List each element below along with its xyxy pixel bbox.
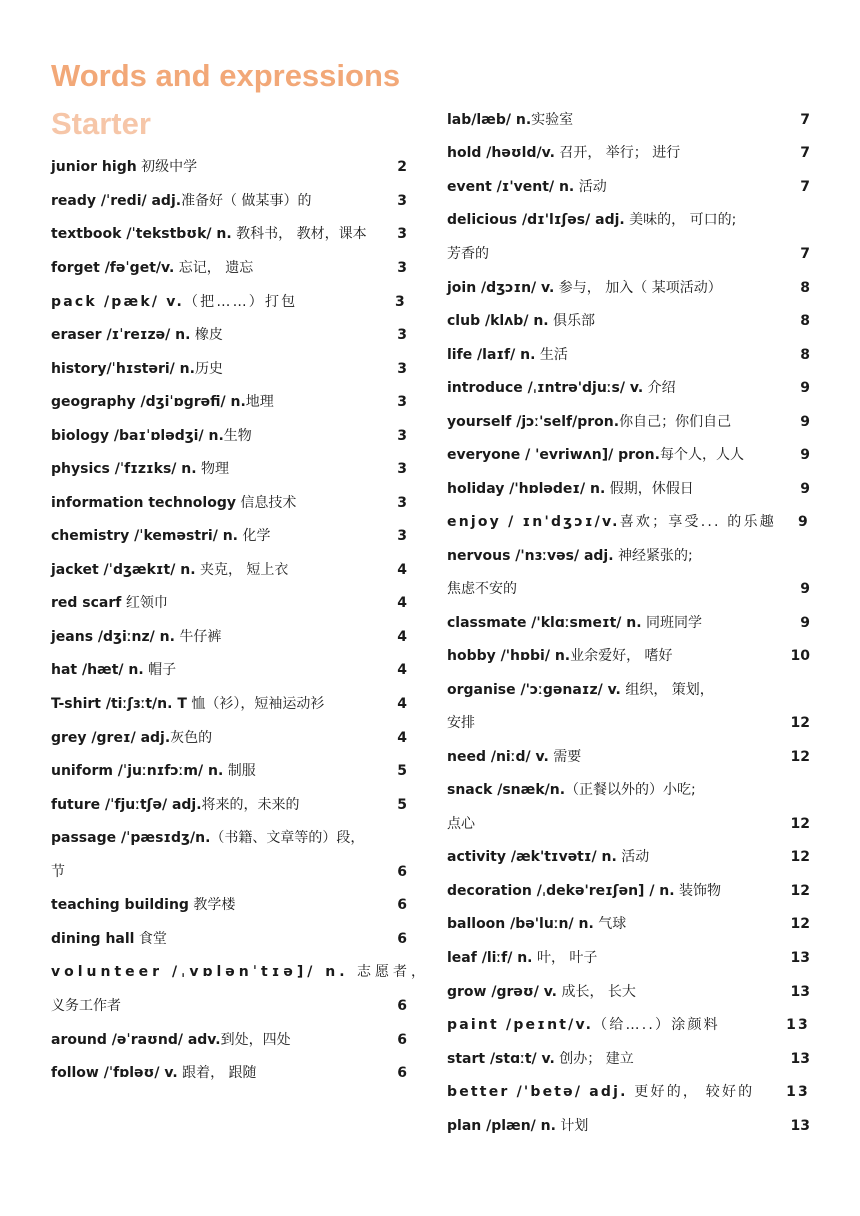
entry-text <box>447 242 489 266</box>
entry-text <box>447 812 475 836</box>
vocab-entry <box>447 946 810 970</box>
entry-meaning: 需要 <box>548 749 582 765</box>
entry-meaning: 气球 <box>593 916 627 932</box>
entry-word: junior high <box>51 159 137 175</box>
entry-word: hold /həʊld/v. <box>447 145 555 161</box>
entry-word: uniform /ˈjuːnɪfɔːm/ n. <box>51 763 224 779</box>
entry-word: ready /ˈredi/ adj. <box>51 193 182 209</box>
entry-word: paint /peɪnt/v. <box>447 1017 594 1033</box>
vocab-entry <box>51 793 407 817</box>
entry-meaning: 志愿者， <box>348 964 429 980</box>
vocab-entry <box>51 424 407 448</box>
vocab-entry <box>51 826 407 850</box>
vocab-entry <box>447 309 810 333</box>
entry-meaning: 你自己；你们自己 <box>619 414 732 430</box>
entry-page-number: 12 <box>790 816 810 832</box>
entry-meaning: 节 <box>51 864 65 880</box>
entry-word: information technology <box>51 495 236 511</box>
entry-text <box>51 155 197 179</box>
entry-word: grey /greɪ/ adj. <box>51 730 171 746</box>
vocab-entry <box>447 577 810 601</box>
vocab-entry <box>51 390 407 414</box>
vocab-entry <box>447 711 810 735</box>
entry-word: chemistry /ˈkeməstri/ n. <box>51 528 238 544</box>
entry-text <box>447 510 776 534</box>
vocab-entry <box>447 879 810 903</box>
vocab-entry <box>51 222 407 246</box>
entry-meaning: 喜欢；享受... 的乐趣 <box>619 514 776 530</box>
entry-word: yourself /jɔː'self/pron. <box>447 414 620 430</box>
entry-text <box>447 343 568 367</box>
entry-text <box>447 208 736 232</box>
entry-word: nervous /'nɜːvəs/ adj. <box>447 548 614 564</box>
entry-page-number: 7 <box>800 145 810 161</box>
vocab-entry <box>51 1061 407 1085</box>
entry-text <box>51 960 429 984</box>
entry-page-number: 5 <box>397 763 407 779</box>
entry-text <box>51 1061 257 1085</box>
entry-text <box>447 309 595 333</box>
entry-meaning: 红领巾 <box>121 595 168 611</box>
entry-page-number: 2 <box>397 159 407 175</box>
entry-page-number: 3 <box>397 495 407 511</box>
entry-text <box>51 357 223 381</box>
vocab-entry <box>51 524 407 548</box>
entry-text <box>447 175 607 199</box>
vocab-entry <box>51 591 407 615</box>
entry-meaning: 物理 <box>196 461 230 477</box>
entry-page-number: 8 <box>800 347 810 363</box>
entry-text <box>447 443 744 467</box>
vocab-entry <box>447 477 810 501</box>
entry-page-number: 6 <box>397 931 407 947</box>
vocab-entry <box>447 1114 810 1138</box>
vocab-entry <box>447 845 810 869</box>
entry-meaning: 召开， 举行； 进行 <box>554 145 681 161</box>
vocab-entry <box>51 927 407 951</box>
entry-page-number: 3 <box>397 327 407 343</box>
vocab-entry <box>447 611 810 635</box>
entry-meaning: 活动 <box>574 179 607 195</box>
entry-page-number: 13 <box>786 1017 810 1033</box>
vocab-entry <box>447 410 810 434</box>
entry-page-number: 4 <box>397 730 407 746</box>
vocab-entry <box>51 155 407 179</box>
entry-word: join /dʒɔɪn/ v. <box>447 280 555 296</box>
entry-meaning: 假期，休假日 <box>605 481 694 497</box>
entry-text <box>447 946 597 970</box>
entry-meaning: 点心 <box>447 816 475 832</box>
unit-subtitle: Starter <box>51 106 151 141</box>
entry-page-number: 4 <box>397 696 407 712</box>
entry-meaning: 帽子 <box>143 662 177 678</box>
vocab-entry <box>447 644 810 668</box>
entry-word: hat /hæt/ n. <box>51 662 144 678</box>
entry-meaning: 教科书， 教材，课本 <box>231 226 367 242</box>
entry-word: jacket /ˈdʒækɪt/ n. <box>51 562 196 578</box>
vocab-entry <box>51 692 407 716</box>
vocab-entry <box>447 1047 810 1071</box>
vocab-entry <box>447 812 810 836</box>
vocab-entry <box>51 558 407 582</box>
entry-text <box>447 410 731 434</box>
entry-text <box>447 477 694 501</box>
entry-word: eraser /ɪˈreɪzə/ n. <box>51 327 191 343</box>
vocab-entry <box>447 678 810 702</box>
entry-word: physics /ˈfɪzɪks/ n. <box>51 461 197 477</box>
entry-page-number: 12 <box>790 916 810 932</box>
vocab-entry <box>447 1013 810 1037</box>
entry-text <box>447 711 475 735</box>
entry-text <box>51 893 235 917</box>
entry-meaning: 介绍 <box>643 380 676 396</box>
entry-meaning: 历史 <box>194 361 223 377</box>
vocab-entry <box>447 745 810 769</box>
entry-page-number: 7 <box>800 246 810 262</box>
entry-word: teaching building <box>51 897 189 913</box>
entry-text <box>447 678 714 702</box>
vocab-entry <box>51 457 407 481</box>
entry-page-number: 3 <box>397 461 407 477</box>
entry-page-number: 3 <box>397 193 407 209</box>
page-title: Words and expressions <box>51 58 401 93</box>
entry-text <box>51 591 168 615</box>
entry-word: red scarf <box>51 595 122 611</box>
vocab-entry <box>51 357 407 381</box>
vocab-entry <box>51 256 407 280</box>
entry-text <box>51 491 296 515</box>
entry-text <box>447 912 626 936</box>
entry-page-number: 8 <box>800 280 810 296</box>
entry-meaning: 业余爱好， 嗜好 <box>570 648 673 664</box>
entry-text <box>51 927 167 951</box>
entry-text <box>51 524 270 548</box>
entry-page-number: 4 <box>397 629 407 645</box>
entry-word: life /laɪf/ n. <box>447 347 536 363</box>
entry-meaning: 将来的，未来的 <box>201 797 300 813</box>
entry-page-number: 9 <box>800 615 810 631</box>
entry-word: club /klʌb/ n. <box>447 313 549 329</box>
entry-meaning: 美味的， 可口的; <box>624 212 737 228</box>
entry-page-number: 4 <box>397 595 407 611</box>
entry-meaning: 食堂 <box>134 931 167 947</box>
entry-text <box>51 826 364 850</box>
vocab-entry <box>447 980 810 1004</box>
entry-page-number: 13 <box>790 950 810 966</box>
entry-word: follow /ˈfɒləʊ/ v. <box>51 1065 178 1081</box>
entry-word: history/ˈhɪstəri/ n. <box>51 361 195 377</box>
entry-word: lab/læb/ n. <box>447 112 532 128</box>
entry-text <box>51 323 223 347</box>
entry-word: start /stɑːt/ v. <box>447 1051 555 1067</box>
entry-text <box>447 577 517 601</box>
vocab-entry <box>51 860 407 884</box>
entry-text <box>447 980 636 1004</box>
vocab-entry <box>51 893 407 917</box>
entry-text <box>447 1047 634 1071</box>
entry-meaning: 初级中学 <box>136 159 198 175</box>
entry-meaning: 信息技术 <box>235 495 297 511</box>
vocab-entry <box>447 443 810 467</box>
vocab-entry <box>447 276 810 300</box>
entry-meaning: 制服 <box>223 763 256 779</box>
entry-meaning: 灰色的 <box>170 730 213 746</box>
entry-text <box>51 558 288 582</box>
entry-text <box>447 141 680 165</box>
entry-meaning: 夹克， 短上衣 <box>195 562 289 578</box>
entry-meaning: 地理 <box>245 394 274 410</box>
entry-page-number: 3 <box>397 394 407 410</box>
entry-word: biology /baɪˈɒlədʒi/ n. <box>51 428 224 444</box>
entry-word: pack /pæk/ v. <box>51 294 184 310</box>
entry-text <box>51 658 176 682</box>
vocab-entry <box>447 108 810 132</box>
entry-page-number: 9 <box>798 514 810 530</box>
entry-text <box>51 222 367 246</box>
entry-text <box>51 457 229 481</box>
entry-meaning: 橡皮 <box>190 327 223 343</box>
entry-page-number: 7 <box>800 179 810 195</box>
entry-text <box>51 994 121 1018</box>
entry-meaning: 牛仔裤 <box>174 629 222 645</box>
entry-text <box>51 793 300 817</box>
entry-page-number: 13 <box>790 1118 810 1134</box>
entry-meaning: 成长， 长大 <box>557 984 636 1000</box>
entry-text <box>51 726 212 750</box>
entry-page-number: 13 <box>786 1084 810 1100</box>
entry-meaning: （把……）打包 <box>183 294 298 310</box>
entry-word: future /ˈfjuːtʃə/ adj. <box>51 797 202 813</box>
entry-meaning: 神经紧张的; <box>613 548 693 564</box>
vocab-entry <box>51 625 407 649</box>
vocab-entry <box>51 960 429 984</box>
entry-word: T-shirt /tiːʃɜːt/n. T <box>51 696 187 712</box>
entry-word: event /ɪ'vent/ n. <box>447 179 575 195</box>
entry-meaning: 焦虑不安的 <box>447 581 517 597</box>
entry-word: everyone / 'evriwʌn]/ pron. <box>447 447 660 463</box>
entry-meaning: （书籍、文章等的）段， <box>210 830 365 846</box>
entry-word: classmate /'klɑːsmeɪt/ n. <box>447 615 642 631</box>
entry-word: around /əˈraʊnd/ adv. <box>51 1032 221 1048</box>
entry-meaning: 忘记， 遗忘 <box>174 260 254 276</box>
entry-word: volunteer /ˌvɒlənˈtɪə]/ n. <box>51 964 349 980</box>
vocab-entry <box>51 726 407 750</box>
entry-meaning: 化学 <box>238 528 271 544</box>
vocab-entry <box>51 994 407 1018</box>
entry-text <box>447 108 573 132</box>
entry-page-number: 13 <box>790 984 810 1000</box>
entry-word: delicious /dɪ'lɪʃəs/ adj. <box>447 212 625 228</box>
entry-meaning: （正餐以外的）小吃; <box>565 782 696 798</box>
entry-page-number: 12 <box>790 715 810 731</box>
entry-meaning: 更好的， 较好的 <box>627 1084 755 1100</box>
entry-page-number: 3 <box>397 528 407 544</box>
entry-text <box>51 256 253 280</box>
entry-meaning: 同班同学 <box>641 615 703 631</box>
entry-meaning: 教学楼 <box>188 897 236 913</box>
vocab-entry <box>447 175 810 199</box>
entry-page-number: 4 <box>397 662 407 678</box>
entry-word: balloon /bə'luːn/ n. <box>447 916 594 932</box>
entry-word: enjoy / ɪn'dʒɔɪ/v. <box>447 514 620 530</box>
entry-meaning: 跟着， 跟随 <box>177 1065 257 1081</box>
entry-meaning: （给…..）涂颜料 <box>593 1017 720 1033</box>
entry-meaning: 恤（衫），短袖运动衫 <box>186 696 325 712</box>
entry-meaning: 芳香的 <box>447 246 489 262</box>
entry-page-number: 9 <box>800 481 810 497</box>
entry-word: introduce /ˌɪntrə'djuːs/ v. <box>447 380 644 396</box>
entry-page-number: 7 <box>800 112 810 128</box>
entry-meaning: 计划 <box>555 1118 589 1134</box>
entry-text <box>447 611 702 635</box>
entry-word: geography /dʒiˈɒgrəfi/ n. <box>51 394 246 410</box>
vocab-entry <box>447 242 810 266</box>
entry-text <box>447 1080 754 1104</box>
entry-text <box>447 276 722 300</box>
entry-page-number: 8 <box>800 313 810 329</box>
vocab-entry <box>51 189 407 213</box>
vocab-entry <box>447 912 810 936</box>
entry-text <box>51 860 65 884</box>
entry-page-number: 9 <box>800 380 810 396</box>
entry-text <box>51 424 252 448</box>
entry-page-number: 3 <box>395 294 407 310</box>
entry-text <box>447 1013 720 1037</box>
entry-page-number: 6 <box>397 1032 407 1048</box>
entry-text <box>447 879 721 903</box>
entry-word: grow /grəʊ/ v. <box>447 984 557 1000</box>
entry-text <box>447 745 581 769</box>
entry-word: holiday /'hɒlədeɪ/ n. <box>447 481 606 497</box>
entry-text <box>51 290 297 314</box>
entry-meaning: 义务工作者 <box>51 998 121 1014</box>
entry-meaning: 生物 <box>223 428 252 444</box>
entry-meaning: 安排 <box>447 715 475 731</box>
entry-word: jeans /dʒiːnz/ n. <box>51 629 175 645</box>
entry-word: snack /snæk/n. <box>447 782 566 798</box>
entry-page-number: 3 <box>397 361 407 377</box>
vocab-entry <box>51 491 407 515</box>
entry-page-number: 10 <box>790 648 810 664</box>
entry-meaning: 装饰物 <box>674 883 722 899</box>
entry-word: activity /æk'tɪvətɪ/ n. <box>447 849 617 865</box>
entry-text <box>447 1114 588 1138</box>
entry-page-number: 5 <box>397 797 407 813</box>
entry-text <box>447 376 676 400</box>
entry-page-number: 9 <box>800 581 810 597</box>
entry-text <box>51 189 312 213</box>
entry-page-number: 6 <box>397 1065 407 1081</box>
vocab-entry <box>51 759 407 783</box>
entry-page-number: 6 <box>397 998 407 1014</box>
vocab-entry <box>51 323 407 347</box>
entry-page-number: 6 <box>397 897 407 913</box>
vocab-entry <box>51 1028 407 1052</box>
entry-word: dining hall <box>51 931 135 947</box>
entry-page-number: 13 <box>790 1051 810 1067</box>
entry-meaning: 创办； 建立 <box>554 1051 634 1067</box>
entry-word: organise /'ɔːgənaɪz/ v. <box>447 682 621 698</box>
entry-text <box>447 845 649 869</box>
entry-word: textbook /ˈtekstbʊk/ n. <box>51 226 232 242</box>
entry-word: hobby /'hɒbi/ n. <box>447 648 571 664</box>
entry-page-number: 6 <box>397 864 407 880</box>
entry-page-number: 4 <box>397 562 407 578</box>
entry-meaning: 生活 <box>535 347 568 363</box>
entry-text <box>51 1028 291 1052</box>
vocab-entry <box>447 778 810 802</box>
entry-word: leaf /liːf/ n. <box>447 950 533 966</box>
entry-meaning: 准备好（ 做某事）的 <box>181 193 312 209</box>
entry-meaning: 每个人，人人 <box>659 447 744 463</box>
entry-text <box>51 625 221 649</box>
vocab-entry <box>447 343 810 367</box>
entry-word: better /'betə/ adj. <box>447 1084 628 1100</box>
entry-text <box>51 390 274 414</box>
vocab-entry <box>51 290 407 314</box>
entry-page-number: 12 <box>790 849 810 865</box>
entry-page-number: 9 <box>800 414 810 430</box>
entry-page-number: 3 <box>397 226 407 242</box>
entry-text <box>447 778 696 802</box>
entry-word: passage /ˈpæsɪdʒ/n. <box>51 830 211 846</box>
entry-meaning: 到处，四处 <box>220 1032 291 1048</box>
vocab-entry <box>447 510 810 534</box>
entry-text <box>447 644 673 668</box>
entry-word: decoration /ˌdekə'reɪʃən] / n. <box>447 883 675 899</box>
entry-text <box>51 692 324 716</box>
entry-page-number: 12 <box>790 883 810 899</box>
entry-word: forget /fəˈget/v. <box>51 260 175 276</box>
entry-meaning: 参与， 加入（ 某项活动） <box>554 280 722 296</box>
entry-text <box>447 544 693 568</box>
vocab-entry <box>447 544 810 568</box>
vocab-entry <box>447 141 810 165</box>
entry-meaning: 活动 <box>616 849 650 865</box>
vocab-entry <box>447 376 810 400</box>
entry-page-number: 12 <box>790 749 810 765</box>
entry-word: plan /plæn/ n. <box>447 1118 556 1134</box>
entry-meaning: 叶， 叶子 <box>532 950 598 966</box>
vocab-entry <box>51 658 407 682</box>
entry-word: need /niːd/ v. <box>447 749 549 765</box>
entry-meaning: 组织， 策划， <box>620 682 714 698</box>
entry-text <box>51 759 256 783</box>
vocab-entry <box>447 1080 810 1104</box>
entry-page-number: 3 <box>397 260 407 276</box>
entry-page-number: 3 <box>397 428 407 444</box>
entry-page-number: 9 <box>800 447 810 463</box>
vocab-entry <box>447 208 810 232</box>
entry-meaning: 实验室 <box>531 112 574 128</box>
entry-meaning: 俱乐部 <box>548 313 596 329</box>
